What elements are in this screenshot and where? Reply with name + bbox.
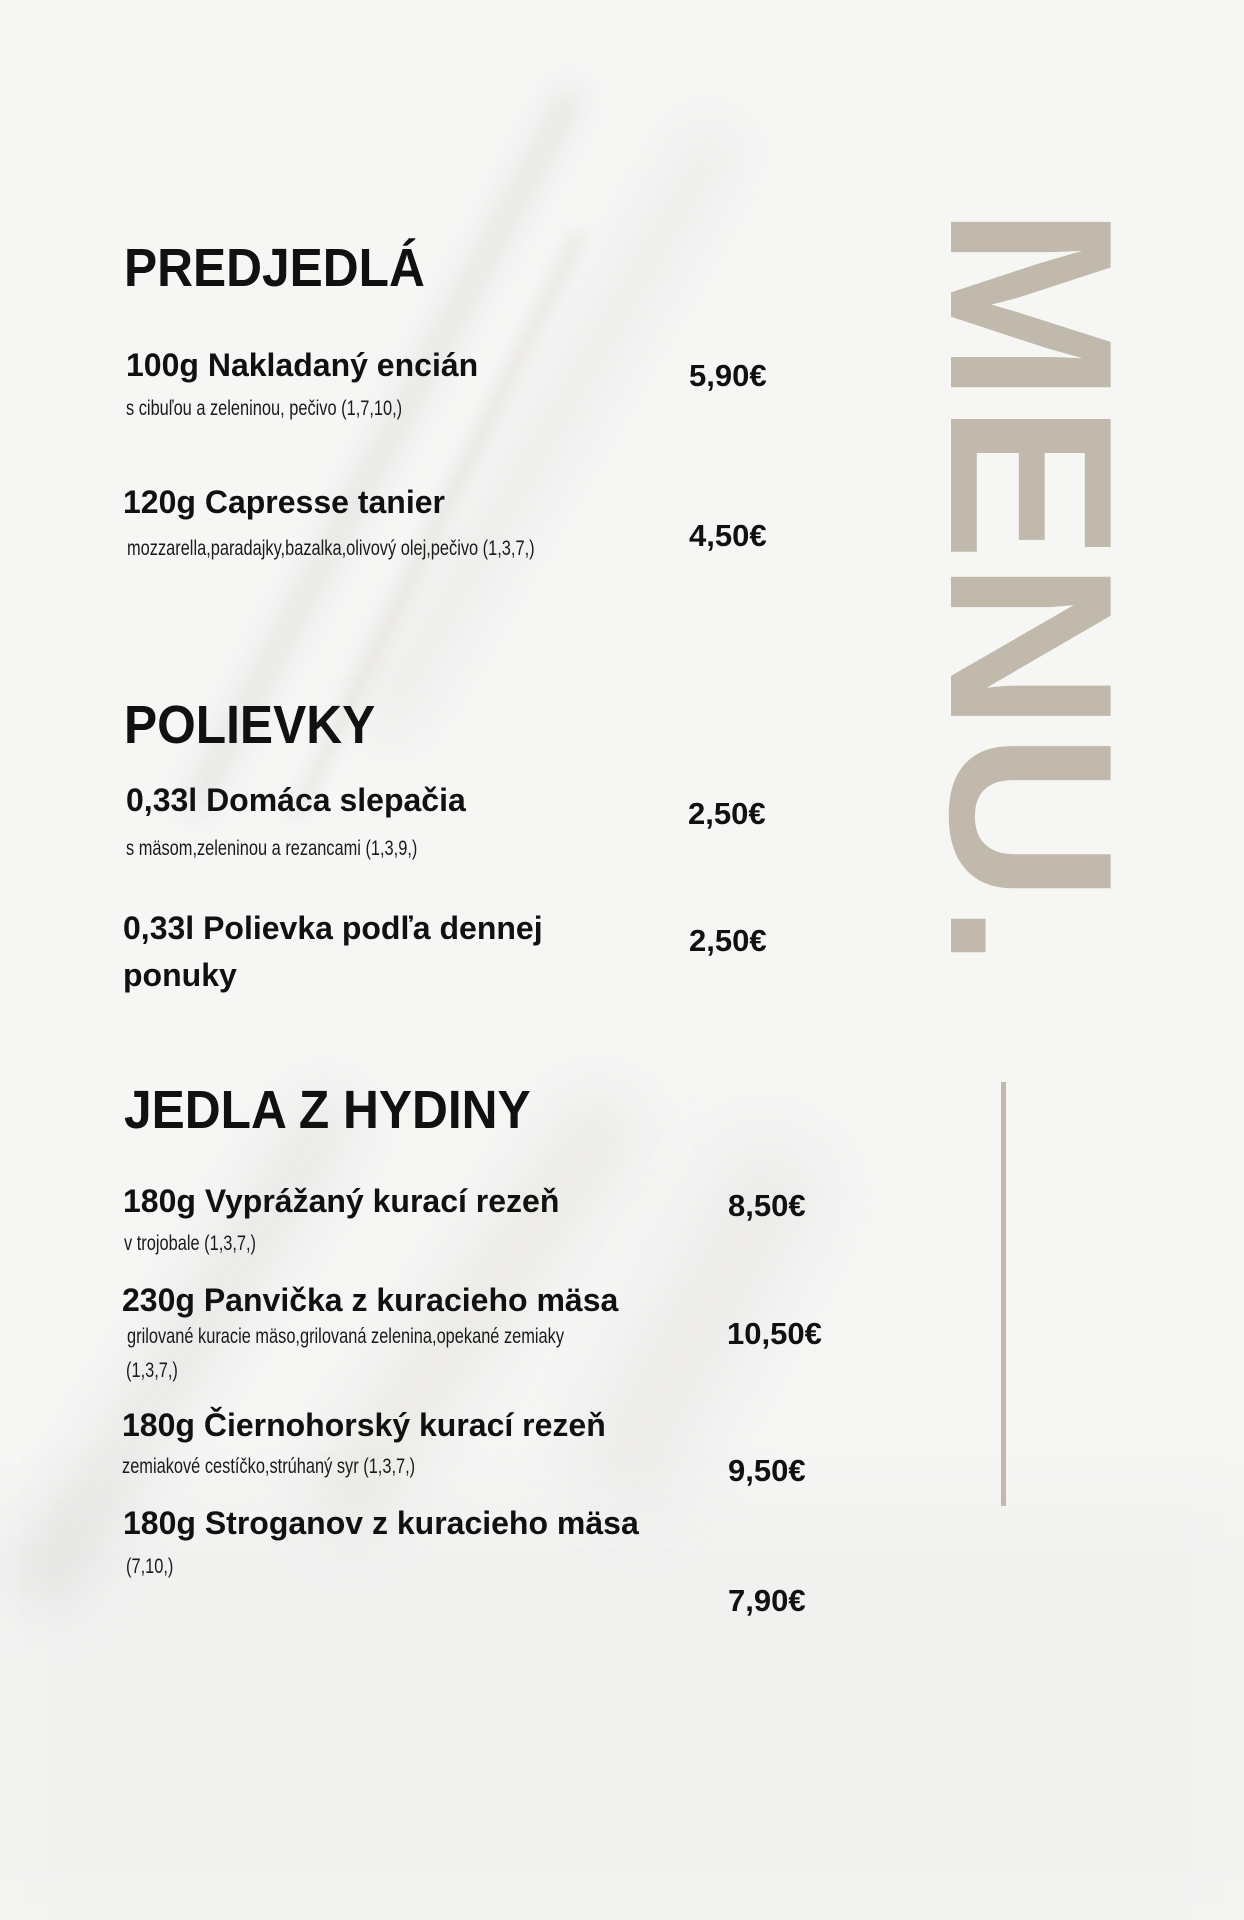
- item-price: 10,50€: [727, 1316, 822, 1351]
- item-price: 2,50€: [689, 923, 767, 958]
- section-heading-polievky: POLIEVKY: [124, 695, 376, 755]
- item-name: 120g Capresse tanier: [123, 484, 445, 520]
- item-price: 9,50€: [728, 1453, 806, 1488]
- item-description: mozzarella,paradajky,bazalka,olivový olej,pečivo (1,3,7,): [127, 537, 535, 560]
- item-name: 180g Stroganov z kuracieho mäsa: [123, 1505, 639, 1541]
- item-price: 5,90€: [689, 358, 767, 393]
- vertical-divider: [1001, 1082, 1006, 1506]
- section-heading-predjedla: PREDJEDLÁ: [124, 238, 425, 298]
- item-description: s mäsom,zeleninou a rezancami (1,3,9,): [126, 837, 418, 860]
- item-price: 7,90€: [728, 1583, 806, 1618]
- item-price: 8,50€: [728, 1188, 806, 1223]
- item-description: s cibuľou a zeleninou, pečivo (1,7,10,): [126, 397, 403, 420]
- item-description: (7,10,): [126, 1555, 174, 1578]
- item-price: 2,50€: [688, 796, 766, 831]
- item-name: 180g Čiernohorský kurací rezeň: [122, 1407, 606, 1443]
- leaf-shadow: [0, 1500, 1244, 1920]
- item-name: 100g Nakladaný encián: [126, 347, 479, 383]
- item-name: 180g Vyprážaný kurací rezeň: [123, 1183, 560, 1219]
- item-name-line-2: ponuky: [123, 957, 237, 993]
- item-description-line-2: (1,3,7,): [126, 1359, 178, 1382]
- item-description: v trojobale (1,3,7,): [124, 1232, 257, 1255]
- item-description-line-1: grilované kuracie mäso,grilovaná zelenina,opekané zemiaky: [127, 1325, 565, 1348]
- item-description: zemiakové cestíčko,strúhaný syr (1,3,7,): [122, 1455, 416, 1478]
- menu-title-text: MENU.: [901, 206, 1160, 969]
- section-heading-jedla-z-hydiny: JEDLA Z HYDINY: [124, 1080, 531, 1140]
- leaf-shadow: [349, 112, 751, 748]
- item-name-line-1: 0,33l Polievka podľa dennej: [123, 910, 543, 946]
- menu-title-vertical: [901, 206, 1160, 969]
- item-price: 4,50€: [689, 518, 767, 553]
- item-name: 0,33l Domáca slepačia: [126, 782, 466, 818]
- item-name: 230g Panvička z kuracieho mäsa: [122, 1282, 619, 1318]
